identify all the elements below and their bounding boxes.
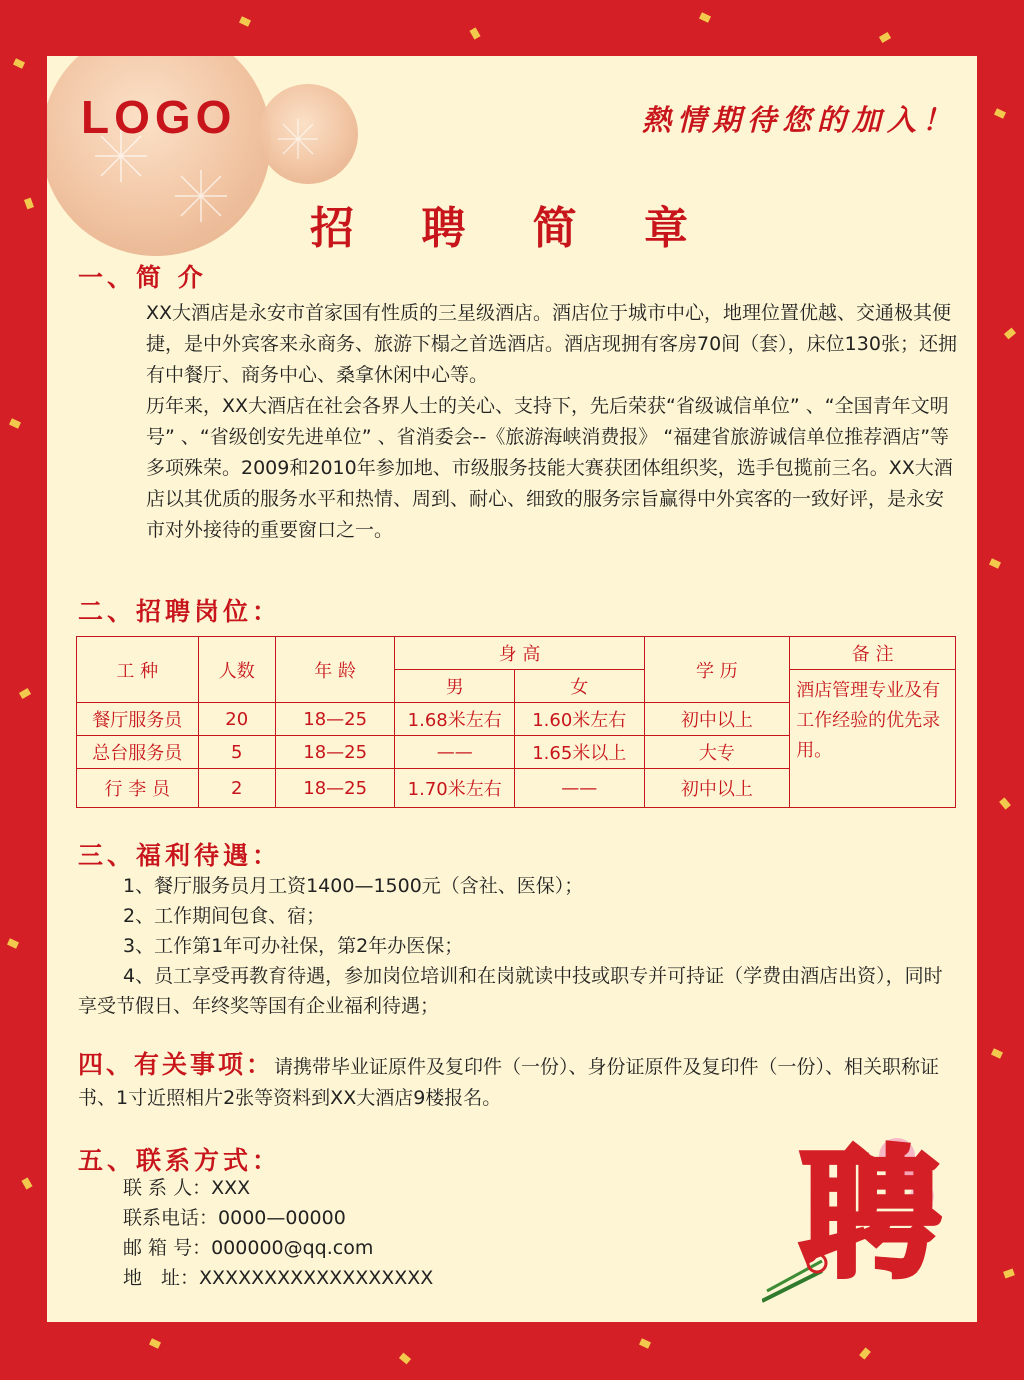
contact-person: 联 系 人：XXX: [123, 1177, 251, 1199]
col-count-header: 人数: [198, 637, 275, 703]
intro-text: [78, 298, 958, 546]
contact-email: 邮 箱 号：000000@qq.com: [123, 1237, 374, 1259]
matters-text: 请携带毕业证原件及复印件（一份）、身份证原件及复印件（一份）、相关职称证书、1寸近照相片2张等资料到XX大酒店9楼报名。: [78, 1056, 940, 1109]
intro-paragraph-2: 历年来，XX大酒店在社会各界人士的关心、支持下，先后荣获“省级诚信单位” 、“全国青年文明号” 、“省级创安先进单位” 、省消委会--《旅游海峡消费报》 “福建省旅游诚信单位推荐酒店”等多项殊荣。2009和2010年参加地、市级服务技能大赛获团体组织奖，选手包揽前三名。XX大酒店以其优质的服务水平和热情、周到、耐心、细致的服务宗旨赢得中外宾客的一致好评，是永安市对外接待的重要窗口之一。: [146, 395, 953, 541]
section-intro-heading: 一、简 介: [78, 263, 207, 292]
positions-table: [76, 636, 956, 808]
page-title: 招 聘 简 章: [310, 203, 714, 254]
col-type-header: 工 种: [77, 637, 199, 703]
col-edu-header: 学 历: [644, 637, 790, 703]
intro-paragraph-1: XX大酒店是永安市首家国有性质的三星级酒店。酒店位于城市中心，地理位置优越、交通极其便捷，是中外宾客来永商务、旅游下榻之首选酒店。酒店现拥有客房70间（套），床位130张；还拥有中餐厅、商务中心、桑拿休闲中心等。: [146, 302, 957, 386]
table-row: 餐厅服务员 20 18—25 1.68米左右 1.60米左右 初中以上: [77, 703, 956, 736]
col-height-header: 身 高: [395, 637, 644, 670]
col-female-header: 女: [514, 670, 644, 703]
list-item: 4、员工享受再教育待遇，参加岗位培训和在岗就读中技或职专并可持证（学费由酒店出资），同时享受节假日、年终奖等国有企业福利待遇；: [78, 965, 943, 1017]
poster-paper: [47, 56, 977, 1322]
table-row: 行 李 员 2 18—25 1.70米左右 —— 初中以上: [77, 769, 956, 808]
hiring-char: 聘: [800, 1134, 941, 1297]
contact-address: 地 址：XXXXXXXXXXXXXXXXXX: [123, 1267, 434, 1289]
section-contact-heading: 五、联系方式：: [78, 1146, 282, 1175]
table-row: 总台服务员 5 18—25 —— 1.65米以上 大专: [77, 736, 956, 769]
col-age-header: 年 龄: [275, 637, 395, 703]
col-note-header: 备 注: [790, 637, 956, 670]
matters-section: [78, 1049, 958, 1114]
list-item: 2、工作期间包食、宿；: [123, 905, 326, 927]
note-cell: 酒店管理专业及有工作经验的优先录用。: [790, 670, 956, 808]
snowflake-icon: [258, 84, 358, 184]
hiring-badge: [762, 1131, 942, 1311]
section-positions-heading: 二、招聘岗位：: [78, 597, 282, 626]
benefits-list: [78, 871, 958, 1021]
section-matters-heading: 四、有关事项：: [78, 1050, 275, 1079]
contact-phone: 联系电话：0000—00000: [123, 1207, 346, 1229]
logo: LOGO: [81, 91, 237, 143]
col-male-header: 男: [395, 670, 515, 703]
list-item: 1、餐厅服务员月工资1400—1500元（含社、医保）；: [123, 875, 584, 897]
list-item: 3、工作第1年可办社保，第2年办医保；: [123, 935, 464, 957]
section-benefits-heading: 三、福利待遇：: [78, 841, 282, 870]
ornament-small: [258, 84, 358, 184]
slogan: 熱情期待您的加入！: [641, 103, 957, 137]
